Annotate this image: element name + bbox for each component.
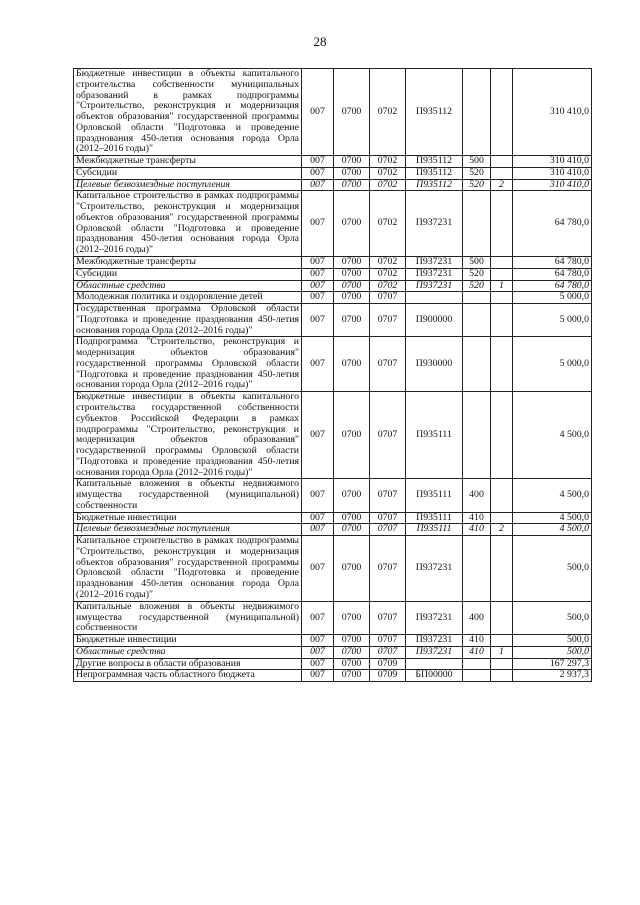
cell-target-article: П937231 — [406, 280, 463, 292]
cell-name: Субсидии — [74, 167, 302, 179]
cell-target-article — [406, 658, 463, 670]
cell-subsection-code: 0702 — [370, 179, 406, 191]
cell-name: Другие вопросы в области образования — [74, 658, 302, 670]
cell-funding-source — [491, 304, 513, 337]
cell-funding-source — [491, 635, 513, 647]
cell-subsection-code: 0707 — [370, 479, 406, 512]
cell-funding-source: 1 — [491, 280, 513, 292]
cell-section-code: 0700 — [334, 392, 370, 479]
cell-ministry-code: 007 — [302, 392, 334, 479]
cell-section-code: 0700 — [334, 635, 370, 647]
cell-subsection-code: 0709 — [370, 670, 406, 682]
cell-expense-type: 500 — [463, 156, 491, 168]
cell-funding-source — [491, 337, 513, 392]
cell-funding-source — [491, 658, 513, 670]
cell-funding-source — [491, 191, 513, 257]
cell-ministry-code: 007 — [302, 512, 334, 524]
cell-target-article: П937231 — [406, 257, 463, 269]
cell-expense-type: 500 — [463, 257, 491, 269]
cell-expense-type — [463, 670, 491, 682]
cell-amount: 5 000,0 — [513, 304, 592, 337]
table-row — [74, 646, 592, 658]
cell-subsection-code: 0707 — [370, 512, 406, 524]
cell-funding-source — [491, 292, 513, 304]
cell-ministry-code: 007 — [302, 292, 334, 304]
cell-target-article: П935112 — [406, 179, 463, 191]
cell-name: Целевые безвозмездные поступления — [74, 524, 302, 536]
cell-name: Подпрограмма "Строительство, реконструкция и модернизация объектов образования" государственной программы Орловской области "Подготовка и проведение празднования 450-летия основания города Орла (2012–2016 годы)" — [74, 337, 302, 392]
cell-target-article: П937231 — [406, 646, 463, 658]
cell-ministry-code: 007 — [302, 670, 334, 682]
cell-expense-type: 400 — [463, 601, 491, 634]
cell-section-code: 0700 — [334, 156, 370, 168]
cell-amount: 64 780,0 — [513, 280, 592, 292]
cell-section-code: 0700 — [334, 337, 370, 392]
cell-section-code: 0700 — [334, 658, 370, 670]
budget-table — [73, 68, 592, 682]
cell-name: Субсидии — [74, 268, 302, 280]
cell-section-code: 0700 — [334, 167, 370, 179]
cell-expense-type — [463, 304, 491, 337]
cell-ministry-code: 007 — [302, 167, 334, 179]
cell-funding-source — [491, 167, 513, 179]
cell-funding-source — [491, 670, 513, 682]
cell-target-article: П935111 — [406, 392, 463, 479]
cell-name: Бюджетные инвестиции в объекты капитального строительства собственности муниципальных образований в рамках подпрограммы "Строительство, реконструкция и модернизация объектов образования" государственной программы Орловской области "Подготовка и проведение празднования 450-летия основания города Орла (2012–2016 годы)" — [74, 69, 302, 156]
cell-expense-type — [463, 337, 491, 392]
cell-section-code: 0700 — [334, 670, 370, 682]
cell-target-article: П937231 — [406, 635, 463, 647]
cell-name: Межбюджетные трансферты — [74, 257, 302, 269]
cell-amount: 310 410,0 — [513, 167, 592, 179]
cell-expense-type: 410 — [463, 512, 491, 524]
table-row — [74, 601, 592, 634]
cell-section-code: 0700 — [334, 268, 370, 280]
cell-expense-type: 520 — [463, 179, 491, 191]
cell-amount: 310 410,0 — [513, 179, 592, 191]
cell-expense-type: 520 — [463, 268, 491, 280]
cell-section-code: 0700 — [334, 512, 370, 524]
cell-subsection-code: 0702 — [370, 167, 406, 179]
cell-funding-source — [491, 601, 513, 634]
cell-expense-type: 520 — [463, 280, 491, 292]
cell-ministry-code: 007 — [302, 479, 334, 512]
cell-ministry-code: 007 — [302, 635, 334, 647]
table-row — [74, 280, 592, 292]
cell-amount: 500,0 — [513, 536, 592, 602]
cell-expense-type — [463, 191, 491, 257]
cell-section-code: 0700 — [334, 257, 370, 269]
cell-funding-source — [491, 512, 513, 524]
table-row — [74, 304, 592, 337]
cell-funding-source — [491, 536, 513, 602]
cell-target-article: П937231 — [406, 601, 463, 634]
cell-name: Бюджетные инвестиции в объекты капитального строительства государственной собственности субъектов Российской Федерации в рамках подпрограммы "Строительство, реконструкция и модернизация объектов образования" государственной программы Орловской области "Подготовка и проведение празднования 450-летия основания города Орла (2012–2016 годы)" — [74, 392, 302, 479]
cell-name: Непрограммная часть областного бюджета — [74, 670, 302, 682]
cell-name: Капитальное строительство в рамках подпрограммы "Строительство, реконструкция и модернизация объектов образования" государственной программы Орловской области "Подготовка и проведение празднования 450-летия основания города Орла (2012–2016 годы)" — [74, 191, 302, 257]
cell-amount: 64 780,0 — [513, 191, 592, 257]
cell-expense-type — [463, 292, 491, 304]
cell-subsection-code: 0702 — [370, 257, 406, 269]
cell-section-code: 0700 — [334, 646, 370, 658]
cell-amount: 5 000,0 — [513, 337, 592, 392]
cell-subsection-code: 0702 — [370, 280, 406, 292]
cell-target-article: П900000 — [406, 304, 463, 337]
table-row — [74, 257, 592, 269]
cell-section-code: 0700 — [334, 179, 370, 191]
cell-section-code: 0700 — [334, 69, 370, 156]
cell-ministry-code: 007 — [302, 69, 334, 156]
cell-subsection-code: 0707 — [370, 635, 406, 647]
cell-section-code: 0700 — [334, 191, 370, 257]
cell-funding-source — [491, 479, 513, 512]
cell-target-article: БП00000 — [406, 670, 463, 682]
cell-target-article: П937231 — [406, 191, 463, 257]
cell-expense-type: 410 — [463, 524, 491, 536]
cell-amount: 4 500,0 — [513, 524, 592, 536]
cell-name: Межбюджетные трансферты — [74, 156, 302, 168]
cell-expense-type — [463, 69, 491, 156]
cell-ministry-code: 007 — [302, 156, 334, 168]
table-row — [74, 392, 592, 479]
table-row — [74, 670, 592, 682]
table-row — [74, 479, 592, 512]
cell-name: Капитальные вложения в объекты недвижимого имущества государственной (муниципальной) собственности — [74, 601, 302, 634]
cell-expense-type: 400 — [463, 479, 491, 512]
cell-subsection-code: 0707 — [370, 601, 406, 634]
cell-target-article: П937231 — [406, 536, 463, 602]
cell-name: Бюджетные инвестиции — [74, 635, 302, 647]
cell-target-article — [406, 292, 463, 304]
cell-ministry-code: 007 — [302, 280, 334, 292]
cell-subsection-code: 0707 — [370, 337, 406, 392]
cell-funding-source — [491, 268, 513, 280]
cell-ministry-code: 007 — [302, 304, 334, 337]
cell-subsection-code: 0702 — [370, 69, 406, 156]
cell-target-article: П935111 — [406, 512, 463, 524]
table-row — [74, 179, 592, 191]
table-row — [74, 635, 592, 647]
cell-section-code: 0700 — [334, 536, 370, 602]
page-number: 28 — [313, 34, 327, 49]
cell-amount: 310 410,0 — [513, 69, 592, 156]
cell-subsection-code: 0707 — [370, 392, 406, 479]
cell-expense-type: 410 — [463, 635, 491, 647]
cell-amount: 4 500,0 — [513, 392, 592, 479]
cell-name: Государственная программа Орловской области "Подготовка и проведение празднования 450-летия основания города Орла (2012–2016 годы)" — [74, 304, 302, 337]
cell-ministry-code: 007 — [302, 179, 334, 191]
cell-section-code: 0700 — [334, 601, 370, 634]
cell-subsection-code: 0707 — [370, 646, 406, 658]
cell-amount: 500,0 — [513, 601, 592, 634]
cell-section-code: 0700 — [334, 304, 370, 337]
cell-funding-source: 2 — [491, 179, 513, 191]
cell-name: Областные средства — [74, 646, 302, 658]
cell-amount: 167 297,3 — [513, 658, 592, 670]
cell-subsection-code: 0707 — [370, 292, 406, 304]
table-row — [74, 69, 592, 156]
cell-target-article: П935112 — [406, 156, 463, 168]
cell-ministry-code: 007 — [302, 658, 334, 670]
cell-ministry-code: 007 — [302, 601, 334, 634]
cell-name: Бюджетные инвестиции — [74, 512, 302, 524]
cell-ministry-code: 007 — [302, 536, 334, 602]
cell-target-article: П935111 — [406, 479, 463, 512]
table-row — [74, 292, 592, 304]
cell-subsection-code: 0702 — [370, 268, 406, 280]
cell-funding-source: 1 — [491, 646, 513, 658]
cell-amount: 500,0 — [513, 646, 592, 658]
cell-amount: 310 410,0 — [513, 156, 592, 168]
cell-name: Областные средства — [74, 280, 302, 292]
cell-funding-source: 2 — [491, 524, 513, 536]
table-row — [74, 658, 592, 670]
cell-subsection-code: 0702 — [370, 156, 406, 168]
cell-funding-source — [491, 69, 513, 156]
cell-name: Капитальное строительство в рамках подпрограммы "Строительство, реконструкция и модернизация объектов образования" государственной программы Орловской области "Подготовка и проведение празднования 450-летия основания города Орла (2012–2016 годы)" — [74, 536, 302, 602]
cell-ministry-code: 007 — [302, 268, 334, 280]
table-row — [74, 524, 592, 536]
cell-expense-type: 520 — [463, 167, 491, 179]
table-row — [74, 268, 592, 280]
cell-target-article: П930000 — [406, 337, 463, 392]
table-row — [74, 156, 592, 168]
cell-funding-source — [491, 156, 513, 168]
cell-subsection-code: 0702 — [370, 191, 406, 257]
table-row — [74, 337, 592, 392]
cell-ministry-code: 007 — [302, 337, 334, 392]
cell-amount: 5 000,0 — [513, 292, 592, 304]
cell-ministry-code: 007 — [302, 257, 334, 269]
cell-funding-source — [491, 392, 513, 479]
cell-amount: 4 500,0 — [513, 479, 592, 512]
cell-target-article: П937231 — [406, 268, 463, 280]
cell-subsection-code: 0707 — [370, 524, 406, 536]
table-body — [74, 69, 592, 682]
cell-subsection-code: 0707 — [370, 304, 406, 337]
cell-section-code: 0700 — [334, 524, 370, 536]
cell-section-code: 0700 — [334, 479, 370, 512]
cell-subsection-code: 0707 — [370, 536, 406, 602]
table-row — [74, 191, 592, 257]
cell-section-code: 0700 — [334, 280, 370, 292]
cell-ministry-code: 007 — [302, 524, 334, 536]
cell-expense-type — [463, 536, 491, 602]
cell-amount: 500,0 — [513, 635, 592, 647]
cell-amount: 64 780,0 — [513, 268, 592, 280]
cell-ministry-code: 007 — [302, 646, 334, 658]
cell-section-code: 0700 — [334, 292, 370, 304]
cell-name: Молодежная политика и оздоровление детей — [74, 292, 302, 304]
cell-ministry-code: 007 — [302, 191, 334, 257]
cell-subsection-code: 0709 — [370, 658, 406, 670]
table-row — [74, 167, 592, 179]
table-row — [74, 512, 592, 524]
cell-amount: 64 780,0 — [513, 257, 592, 269]
table-row — [74, 536, 592, 602]
cell-name: Целевые безвозмездные поступления — [74, 179, 302, 191]
cell-name: Капитальные вложения в объекты недвижимого имущества государственной (муниципальной) собственности — [74, 479, 302, 512]
cell-amount: 4 500,0 — [513, 512, 592, 524]
cell-amount: 2 937,3 — [513, 670, 592, 682]
cell-expense-type — [463, 392, 491, 479]
cell-expense-type: 410 — [463, 646, 491, 658]
cell-target-article: П935112 — [406, 167, 463, 179]
cell-target-article: П935111 — [406, 524, 463, 536]
cell-funding-source — [491, 257, 513, 269]
cell-target-article: П935112 — [406, 69, 463, 156]
cell-expense-type — [463, 658, 491, 670]
